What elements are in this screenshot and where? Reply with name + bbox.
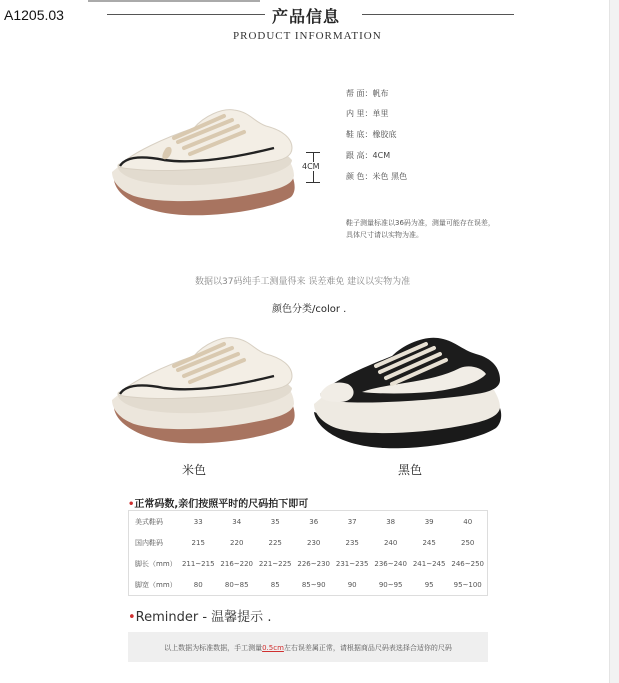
bullet-icon: • [128, 610, 136, 625]
table-cell: 235 [345, 538, 359, 547]
table-cell: 216~220 [220, 559, 254, 568]
bullet-icon: • [128, 499, 135, 510]
reminder-text-highlight: 0.5cm [262, 644, 284, 652]
table-cell: 220 [230, 538, 244, 547]
spec-value: 帆布 [372, 89, 389, 98]
spec-color: 颜 色：米色 黑色 [346, 172, 408, 181]
spec-lining: 内 里：单里 [346, 109, 389, 118]
reminder-title: Reminder - 温馨提示 . [135, 610, 272, 625]
shoe-image-black [310, 328, 506, 452]
spec-value: 米色 黑色 [372, 172, 408, 181]
shoe-image-main [104, 98, 300, 220]
color-section-title: 颜色分类/color . [272, 304, 347, 315]
spec-heel-height: 跟 高：4CM [346, 151, 391, 160]
spec-label: 内 里 [346, 109, 365, 118]
table-cell: 95~100 [453, 580, 482, 589]
spec-label: 帮 面 [346, 89, 365, 98]
table-cell: 240 [383, 538, 398, 547]
table-row [129, 532, 488, 553]
spec-label: 颜 色 [346, 172, 365, 181]
table-cell: 226~230 [297, 559, 330, 568]
spec-upper: 帮 面：帆布 [346, 89, 389, 98]
reminder-heading [128, 606, 271, 625]
row-header: 美式鞋码 [135, 517, 163, 526]
table-cell: 230 [307, 538, 321, 547]
spec-value: 4CM [372, 151, 391, 160]
table-row [129, 553, 488, 574]
row-header: 国内鞋码 [135, 538, 163, 547]
table-cell: 37 [347, 517, 357, 526]
spec-value: 橡胶底 [372, 130, 397, 139]
spec-label: 鞋 底 [346, 130, 365, 139]
height-marker-top [306, 152, 320, 153]
spec-note-line1: 鞋子测量标准以36码为准，测量可能存在误差， [346, 219, 495, 227]
table-cell: 246~250 [451, 559, 484, 568]
height-marker-bottom [306, 182, 320, 183]
table-cell: 40 [463, 517, 473, 526]
table-cell: 33 [193, 517, 203, 526]
product-code: A1205.03 [4, 7, 64, 23]
measure-note: 数据以37码纯手工测量得来 误差难免 建议以实物为准 [195, 277, 411, 287]
page-title: 产品信息 [272, 7, 341, 26]
shoe-image-cream [104, 326, 300, 450]
table-cell: 90 [347, 580, 357, 589]
spec-value: 单里 [372, 109, 389, 118]
table-cell: 90~95 [378, 580, 403, 589]
color-label-black: 黑色 [398, 463, 423, 477]
table-cell: 36 [309, 517, 319, 526]
table-row [129, 574, 488, 596]
header-line-left [107, 14, 265, 15]
table-cell: 34 [232, 517, 242, 526]
size-table [128, 510, 488, 596]
page-subtitle: PRODUCT INFORMATION [233, 30, 382, 42]
table-cell: 236~240 [374, 559, 407, 568]
scrollbar[interactable] [609, 0, 619, 683]
table-cell: 225 [268, 538, 282, 547]
reminder-text-after: 左右误差属正常，请根据商品尺码表选择合适你的尺码 [283, 644, 452, 652]
reminder-text-before: 以上数据为标准数据，手工测量 [164, 644, 263, 652]
reminder-text [128, 643, 488, 653]
table-cell: 231~235 [335, 559, 369, 568]
table-cell: 215 [191, 538, 205, 547]
table-cell: 85 [270, 580, 280, 589]
spec-label: 跟 高 [346, 151, 365, 160]
table-cell: 245 [422, 538, 436, 547]
header-line-right [362, 14, 514, 15]
table-cell: 38 [386, 517, 396, 526]
table-cell: 241~245 [412, 559, 446, 568]
table-cell: 211~215 [181, 559, 215, 568]
spec-note-line2: 具体尺寸请以实物为准。 [346, 231, 423, 239]
table-cell: 221~225 [258, 559, 292, 568]
row-header: 脚长（mm） [135, 559, 177, 568]
size-chart-heading-text: 正常码数,亲们按照平时的尺码拍下即可 [134, 499, 309, 510]
table-cell: 35 [270, 517, 280, 526]
heel-height-label: 4CM [302, 162, 320, 171]
table-cell: 250 [461, 538, 475, 547]
size-chart-heading [128, 495, 308, 510]
row-header: 脚宽（mm） [135, 580, 177, 589]
top-divider [88, 0, 260, 2]
table-cell: 95 [424, 580, 434, 589]
table-cell: 85~90 [301, 580, 326, 589]
spec-sole: 鞋 底：橡胶底 [346, 130, 397, 139]
color-label-cream: 米色 [182, 463, 207, 477]
table-cell: 39 [424, 517, 434, 526]
table-row [129, 511, 488, 533]
table-cell: 80~85 [224, 580, 249, 589]
table-cell: 80 [193, 580, 203, 589]
